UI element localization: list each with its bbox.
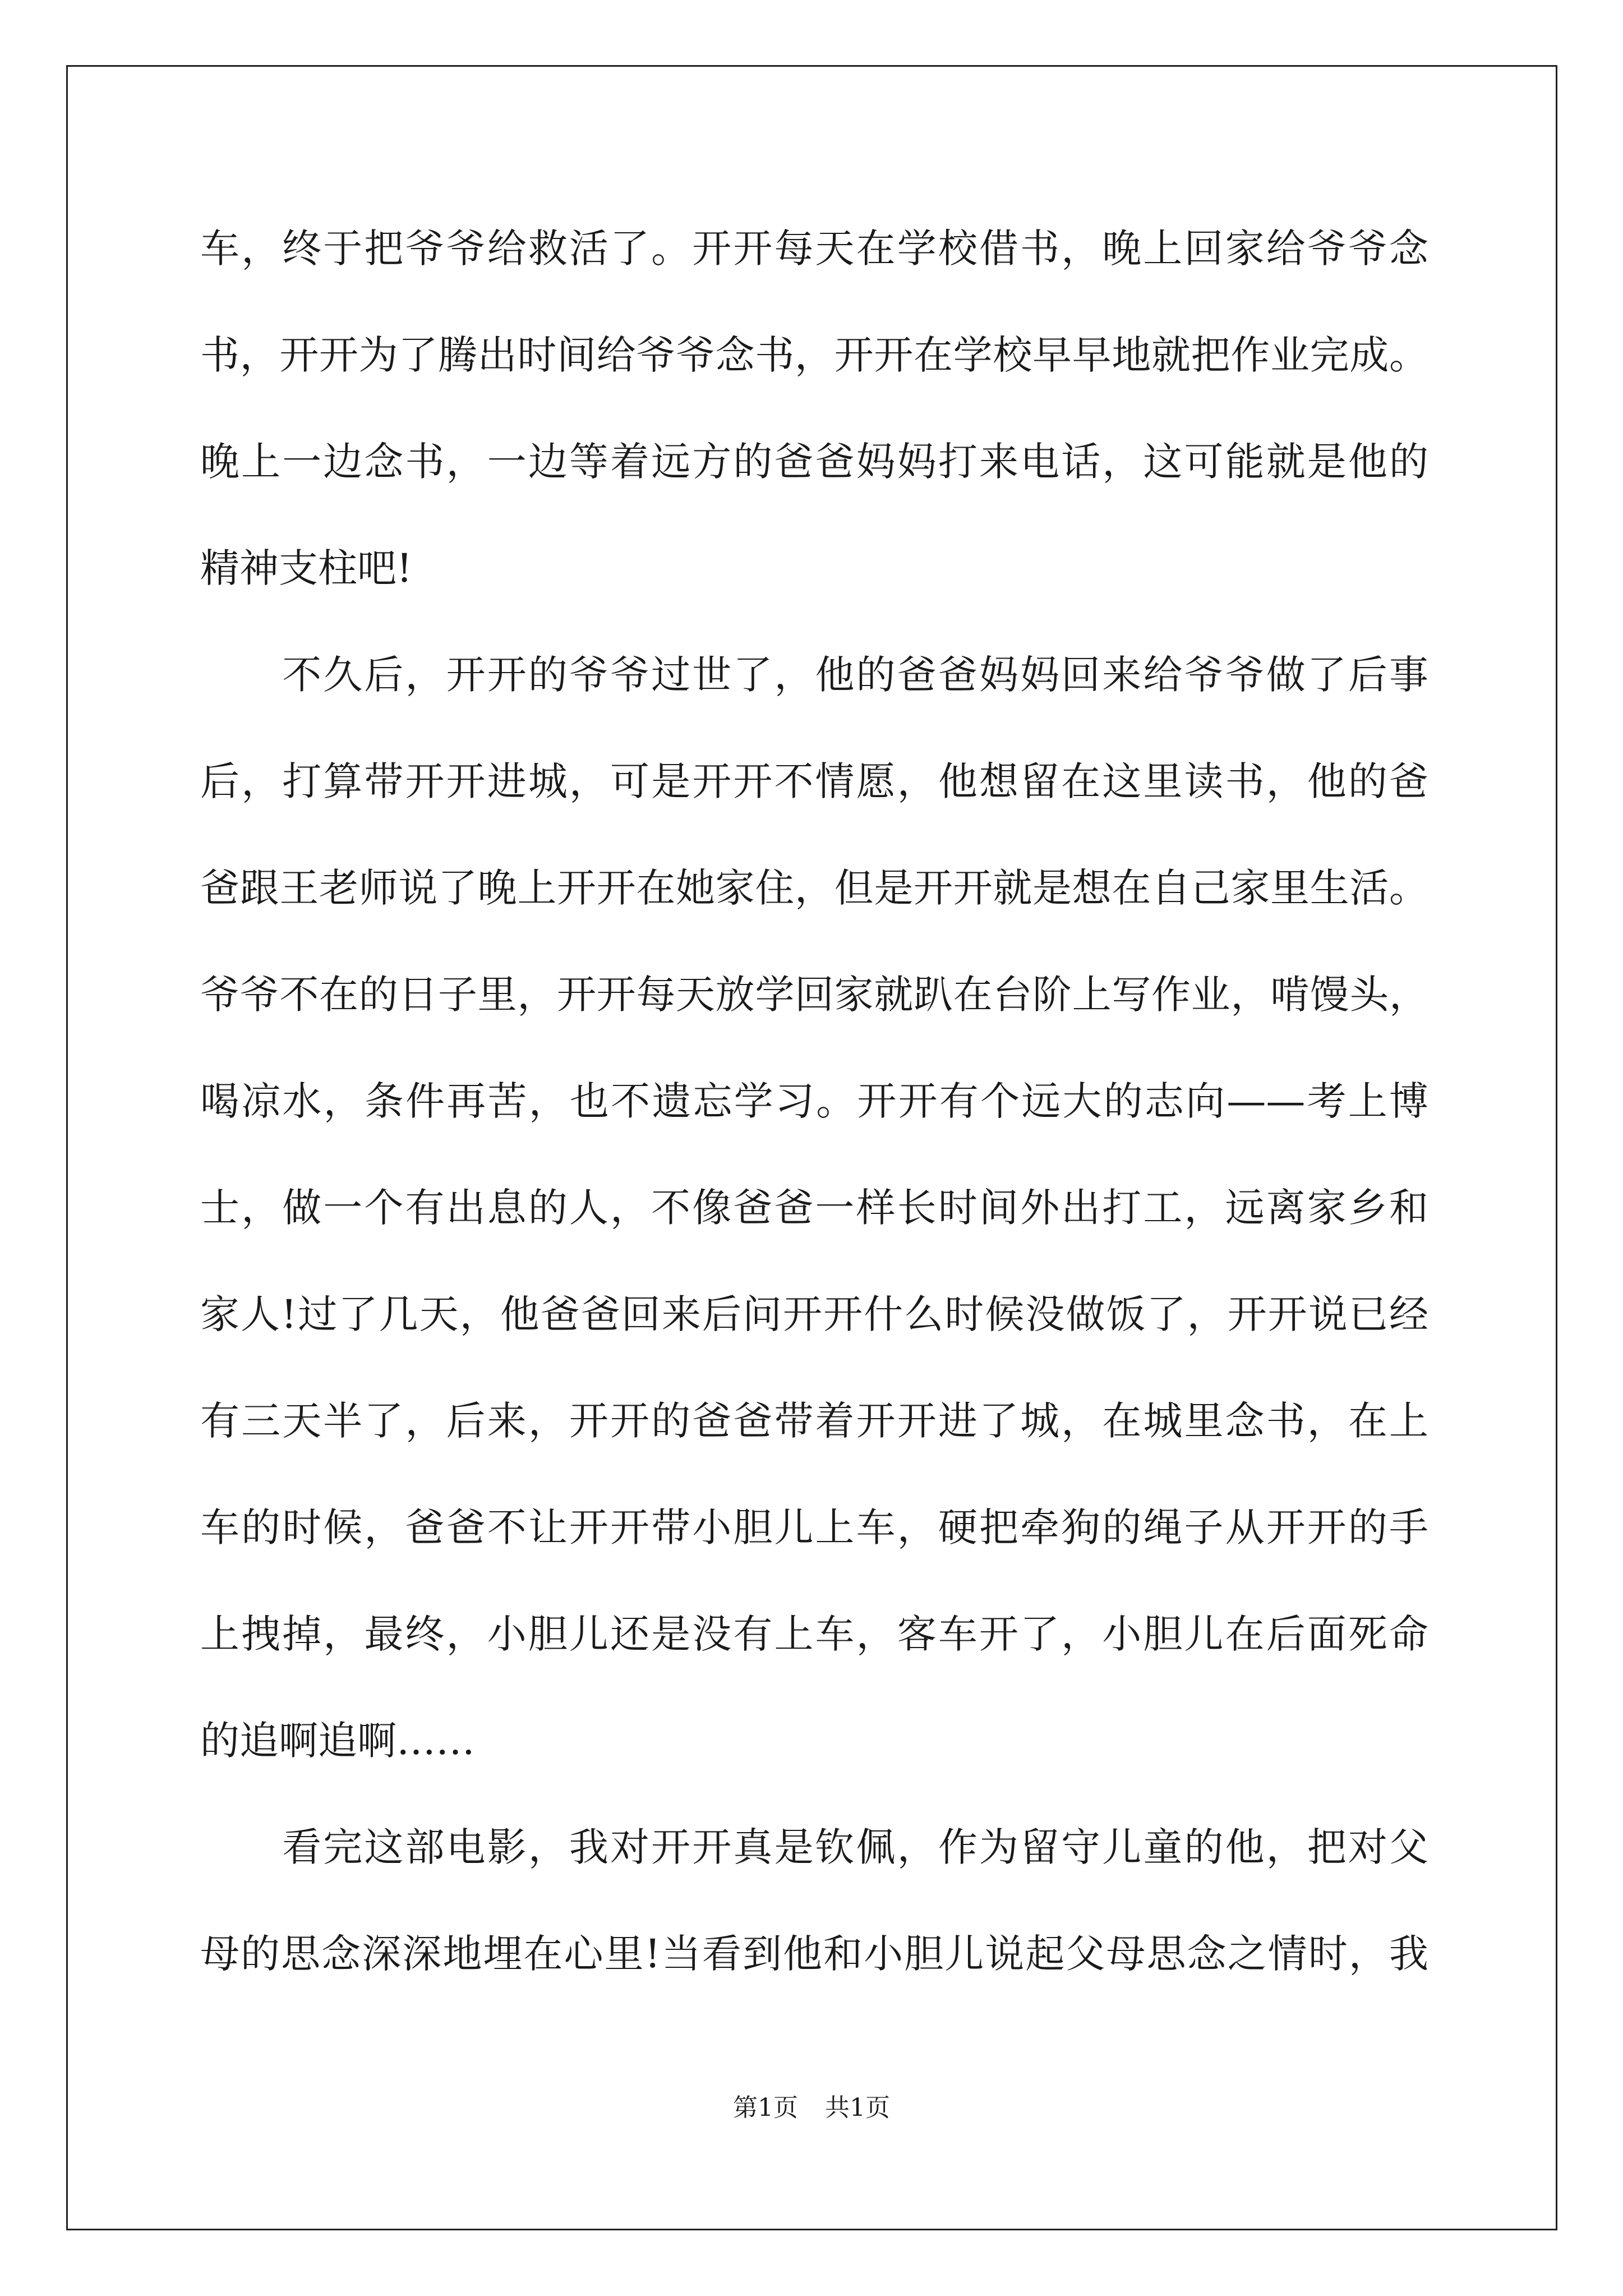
text-line: 家人!过了几天，他爸爸回来后问开开什么时候没做饭了，开开说已经 — [200, 1291, 1428, 1337]
text-line: 有三天半了，后来，开开的爸爸带着开开进了城，在城里念书，在上 — [200, 1398, 1428, 1444]
text-line: 爷爷不在的日子里，开开每天放学回家就趴在台阶上写作业，啃馒头， — [200, 972, 1428, 1018]
text-line: 精神支柱吧! — [200, 545, 413, 591]
text-line: 不久后，开开的爷爷过世了，他的爸爸妈妈回来给爷爷做了后事 — [200, 652, 1428, 698]
text-line: 喝凉水，条件再苦，也不遗忘学习。开开有个远大的志向——考上博 — [200, 1078, 1428, 1124]
text-line: 上拽掉，最终，小胆儿还是没有上车，客车开了，小胆儿在后面死命 — [200, 1611, 1428, 1657]
text-line: 车，终于把爷爷给救活了。开开每天在学校借书，晚上回家给爷爷念 — [200, 226, 1428, 272]
page-number: 第1页 — [733, 2093, 798, 2122]
text-line: 后，打算带开开进城，可是开开不情愿，他想留在这里读书，他的爸 — [200, 758, 1428, 804]
text-line: 母的思念深深地埋在心里!当看到他和小胆儿说起父母思念之情时，我 — [200, 1931, 1428, 1977]
text-line: 车的时候，爸爸不让开开带小胆儿上车，硬把牵狗的绳子从开开的手 — [200, 1504, 1428, 1550]
text-line: 晚上一边念书，一边等着远方的爸爸妈妈打来电话，这可能就是他的 — [200, 439, 1428, 485]
text-line: 爸跟王老师说了晚上开开在她家住，但是开开就是想在自己家里生活。 — [200, 865, 1428, 911]
page-total: 共1页 — [825, 2093, 890, 2122]
text-line: 看完这部电影，我对开开真是钦佩，作为留守儿童的他，把对父 — [200, 1824, 1428, 1870]
text-line: 士，做一个有出息的人，不像爸爸一样长时间外出打工，远离家乡和 — [200, 1185, 1428, 1231]
page-border — [66, 65, 1557, 2230]
text-line: 书，开开为了腾出时间给爷爷念书，开开在学校早早地就把作业完成。 — [200, 332, 1428, 378]
text-line: 的追啊追啊…… — [200, 1718, 475, 1764]
page-footer — [0, 2091, 1623, 2125]
